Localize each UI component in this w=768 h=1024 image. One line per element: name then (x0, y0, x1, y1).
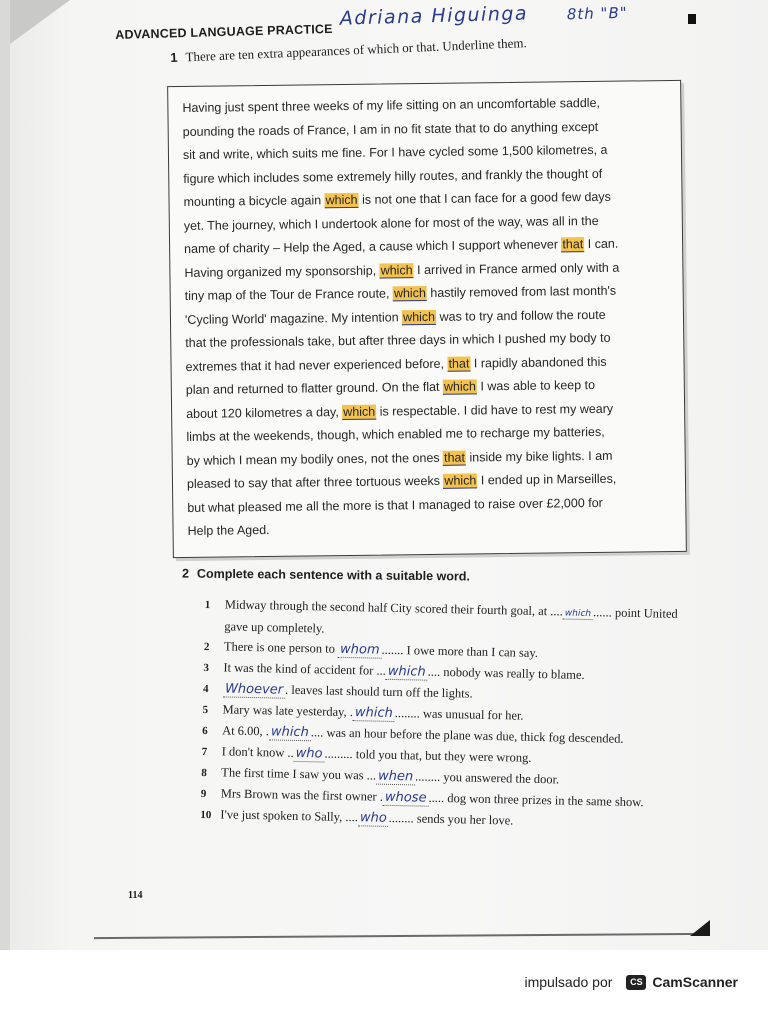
sentence-after: .... nobody was really to blame. (427, 664, 585, 682)
sentence-before: Midway through the second half City scored their fourth goal, at .... (224, 597, 563, 619)
student-class: 8th "B" (566, 3, 628, 24)
sentence-after: . leaves last should turn off the lights. (284, 682, 473, 701)
highlighted-word: which (444, 473, 477, 488)
item-number: 1 (204, 598, 211, 612)
passage-segment: is respectable. I did have to rest my weary (376, 401, 614, 419)
sentence-before: At 6.00, . (222, 723, 270, 739)
page-number: 114 (128, 890, 143, 901)
highlighted-word: which (343, 404, 376, 419)
sentence-after: .... was an hour before the plane was due, thick fog descended. (310, 725, 624, 746)
corner-mark (688, 14, 696, 24)
passage-segment: mounting a bicycle again (183, 193, 325, 209)
handwritten-answer: which (353, 705, 395, 722)
passage-box (167, 80, 687, 558)
highlighted-word: that (448, 355, 470, 371)
exercise2-instruction-text: Complete each sentence with a suitable word. (196, 566, 471, 584)
exercise2-list (200, 594, 685, 835)
passage-segment: extremes that it had never experienced before, (185, 356, 448, 374)
item-number: 3 (203, 661, 210, 675)
scanner-footer (0, 950, 768, 1024)
passage-line (187, 514, 677, 543)
passage-segment: figure which includes some extremely hilly routes, and frankly the thought of (183, 166, 603, 186)
book-title: ADVANCED LANGUAGE PRACTICE (115, 21, 333, 42)
student-name: Adriana Higuinga (339, 2, 529, 30)
exercise2-instruction (182, 566, 470, 583)
passage-segment: Having just spent three weeks of my life sitting on an uncomfortable saddle, (182, 95, 601, 115)
sentence-before: The first time I saw you was ... (221, 765, 377, 783)
exercise1-instruction-text: There are ten extra appearances of which or that. Underline them. (185, 35, 528, 65)
passage-segment: tiny map of the Tour de France route, (184, 286, 393, 303)
handwritten-answer: which (563, 608, 593, 620)
highlighted-word: that (443, 450, 466, 465)
watermark-prefix: impulsado por (524, 974, 613, 990)
passage-segment: sit and write, which suits me fine. For I have cycled some 1,500 kilometres, a (182, 142, 608, 162)
handwritten-answer: who (294, 746, 325, 763)
passage-segment: I arrived in France armed only with a (413, 260, 620, 277)
camscanner-logo-icon: CS (626, 975, 646, 990)
handwritten-answer: which (269, 724, 311, 741)
exercise1-number: 1 (170, 49, 178, 65)
highlighted-word: which (393, 286, 426, 301)
passage-segment: limbs at the weekends, though, which enabled me to recharge my batteries, (186, 424, 605, 444)
passage-segment: pleased to say that after three tortuous weeks (186, 473, 444, 491)
sentence-before: Mrs Brown was the first owner . (220, 786, 384, 804)
item-number: 4 (202, 682, 209, 696)
passage-segment: I was able to keep to (476, 377, 596, 394)
passage-segment: Help the Aged. (187, 522, 270, 538)
passage-segment: 'Cycling World' magazine. My intention (184, 309, 403, 327)
sentence-before: There is one person to (223, 639, 339, 656)
passage-segment: about 120 kilometres a day, (186, 404, 343, 421)
passage-segment: Having organized my sponsorship, (184, 263, 380, 280)
passage-text (182, 91, 677, 543)
handwritten-answer: whom (338, 642, 382, 659)
handwritten-answer: whose (383, 790, 429, 807)
item-number: 2 (203, 640, 210, 654)
sentence-after: ......... told you that, but they were wrong. (324, 746, 532, 765)
watermark-brand: CamScanner (652, 974, 738, 990)
sentence-after: ...... point United gave up completely. (224, 605, 678, 636)
passage-segment: by which I mean my bodily ones, not the ones (186, 450, 444, 468)
sentence-after: ....... I owe more than I can say. (381, 642, 539, 660)
scanned-page (10, 0, 768, 950)
handwritten-answer: Whoever (223, 681, 285, 698)
sentence-before: Mary was late yesterday, . (222, 702, 354, 720)
passage-segment: pounding the roads of France, I am in no fit state that to do anything except (182, 119, 599, 139)
scanner-watermark (524, 974, 738, 990)
sentence-after: ........ sends you her love. (388, 810, 514, 828)
item-number: 10 (200, 808, 212, 822)
item-number: 5 (202, 703, 209, 717)
item-number: 6 (202, 724, 208, 738)
highlighted-word: which (380, 262, 413, 278)
item-number: 8 (201, 766, 207, 780)
sentence-after: ........ you answered the door. (415, 769, 560, 787)
folded-corner (10, 0, 70, 44)
sentence-after: ..... dog won three prizes in the same show. (428, 790, 644, 810)
passage-segment: name of charity – Help the Aged, a cause which I support whenever (184, 237, 562, 256)
passage-segment: was to try and follow the route (435, 307, 606, 324)
passage-segment: I ended up in Marseilles, (477, 471, 617, 488)
handwritten-answer: which (386, 664, 428, 681)
sentence-after: ........ was unusual for her. (394, 706, 524, 723)
page-edge-line (94, 933, 704, 939)
passage-segment: plan and returned to flatter ground. On the flat (185, 379, 444, 397)
item-number: 9 (200, 787, 207, 801)
highlighted-word: that (562, 237, 584, 252)
passage-segment: I can. (584, 236, 619, 252)
handwritten-answer: who (358, 810, 389, 827)
highlighted-word: which (403, 309, 436, 324)
passage-segment: is not one that I can face for a good few days (358, 189, 611, 207)
highlighted-word: which (443, 379, 477, 394)
passage-segment: that the professionals take, but after three days in which I pushed my body to (185, 330, 611, 350)
sentence-before: I've just spoken to Sally, .... (220, 807, 359, 825)
item-number: 7 (201, 745, 208, 759)
handwritten-answer: when (376, 769, 415, 786)
passage-segment: I rapidly abandoned this (470, 354, 607, 370)
sentence-before: I don't know .. (221, 744, 294, 760)
passage-segment: but what pleased me all the more is that I managed to raise over £2,000 for (187, 495, 603, 515)
passage-segment: inside my bike lights. I am (465, 448, 613, 465)
passage-segment: yet. The journey, which I undertook alone for most of the way, was all in the (183, 213, 599, 233)
exercise2-number: 2 (181, 566, 190, 581)
sentence-before: It was the kind of accident for ... (223, 660, 387, 678)
highlighted-word: which (325, 192, 358, 208)
passage-segment: hastily removed from last month's (426, 283, 617, 300)
